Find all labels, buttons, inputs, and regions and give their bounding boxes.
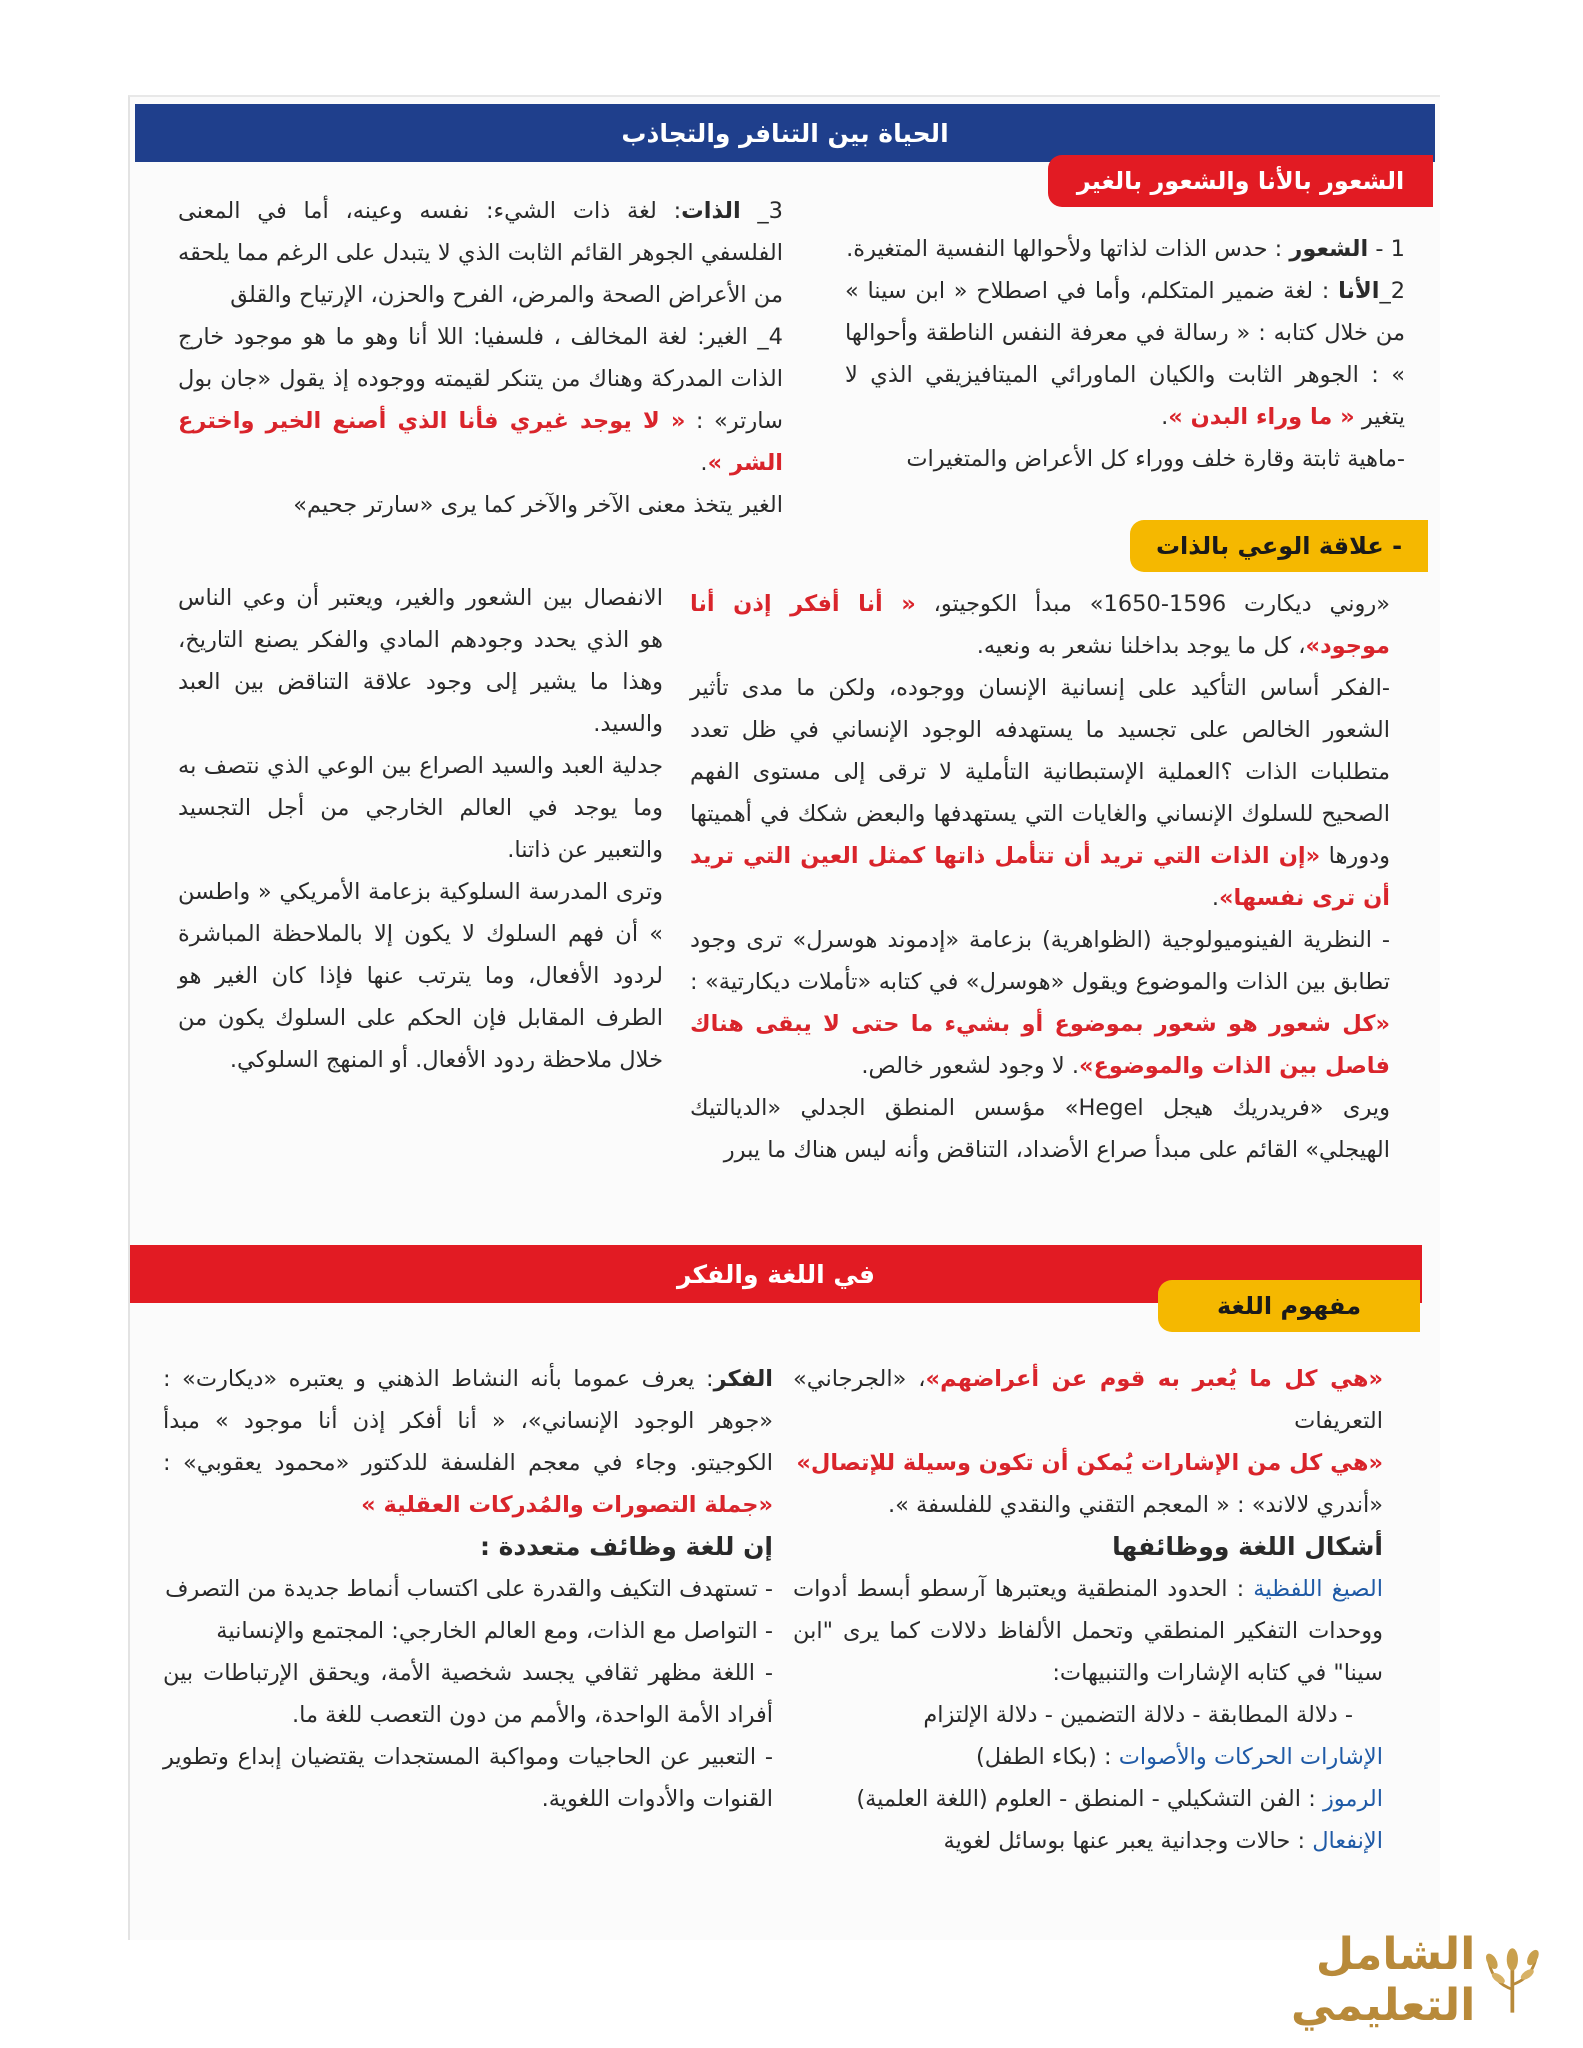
text: . لا وجود لشعور خالص. [861, 1053, 1080, 1079]
paragraph [690, 919, 1390, 1087]
paragraph [845, 270, 1405, 438]
quote: «هي كل ما يُعبر به قوم عن أعراضهم» [925, 1366, 1383, 1392]
quote: « أنا أفكر إذن أنا موجود» [690, 591, 1390, 659]
paragraph: - اللغة مظهر ثقافي يجسد شخصية الأمة، ويحقق الإرتباطات بين أفراد الأمة الواحدة، والأمم من دون التعصب للغة ما. [163, 1660, 773, 1728]
watermark-text: الشامل التعليمي [1290, 1929, 1476, 2031]
text: - النظرية الفينوميولوجية (الظواهرية) بزعامة «إدموند هوسرل» ترى وجود تطابق بين الذات والموضوع ويقول «هوسرل» في كتابه «تأملات ديكارتية» : [690, 927, 1390, 995]
paragraph: ويرى «فريدريك هيجل Hegel» مؤسس المنطق الجدلي «الديالتيك الهيجلي» القائم على مبدأ صراع الأضداد، التناقض وأنه ليس هناك ما يبرر [690, 1095, 1390, 1163]
text: 4_ الغير: لغة المخالف ، فلسفيا: اللا أنا وهو ما هو موجود خارج الذات المدركة وهناك من يتنكر لقيمته ووجوده إذ يقول «جان بول سارتر» : [178, 324, 783, 434]
paragraph: - دلالة المطابقة - دلالة التضمين - دلالة الإلتزام [923, 1702, 1353, 1728]
text: . [700, 450, 708, 476]
text: : لغة ضمير المتكلم، وأما في اصطلاح « ابن سينا » من خلال كتابه : « رسالة في معرفة النفس الناطقة وأحوالها » : الجوهر الثابت والكيان الماورائي الميتافيزيقي الذي لا يتغير [845, 278, 1405, 430]
paragraph [793, 1820, 1383, 1862]
relation-right-column [690, 583, 1390, 1171]
subheading: أشكال اللغة ووظائفها [1112, 1532, 1383, 1561]
term: الرموز [1322, 1786, 1383, 1812]
text: : الحدود المنطقية ويعتبرها آرسطو أبسط أدوات ووحدات التفكير المنطقي وتحمل الألفاظ دلالات كما يرى "ابن سينا" في كتابه الإشارات والتنبيهات: [793, 1576, 1383, 1686]
paragraph: - التواصل مع الذات، ومع العالم الخارجي: المجتمع والإنسانية [216, 1618, 773, 1644]
text: -الفكر أساس التأكيد على إنسانية الإنسان ووجوده، ولكن ما مدى تأثير الشعور الخالص على تجسيد ما يستهدفه الوجود الإنساني في ظل تعدد متطلبات الذات ؟العملية الإستبطانية التأملية لا ترقى إلى مستوى الفهم الصحيح للسلوك الإنساني والغايات التي يستهدفها والبعض شكك في أهميتها ودورها [690, 675, 1390, 869]
number: 2_ [1379, 278, 1406, 304]
paragraph [845, 228, 1405, 270]
paragraph [178, 190, 783, 316]
awareness-right-column [845, 228, 1405, 480]
paragraph: الانفصال بين الشعور والغير، ويعتبر أن وعي الناس هو الذي يحدد وجودهم المادي والفكر يصنع التاريخ، وهذا ما يشير إلى وجود علاقة التناقض بين العبد والسيد. [178, 585, 663, 737]
quote: «إن الذات التي تريد أن تتأمل ذاتها كمثل العين التي تريد أن ترى نفسها» [690, 843, 1390, 911]
term: الأنا [1338, 278, 1380, 304]
text: : لغة ذات الشيء: نفسه وعينه، أما في المعنى الفلسفي الجوهر القائم الثابت الذي لا يتبدل على الرغم مما يلحقه من الأعراض الصحة والمرض، الفرح والحزن، الإرتياح والقلق [178, 198, 783, 308]
subheading: إن للغة وظائف متعددة : [479, 1532, 773, 1561]
paragraph [793, 1736, 1383, 1778]
text: ، كل ما يوجد بداخلنا نشعر به ونعيه. [976, 633, 1306, 659]
paragraph: «أندري لالاند» : « المعجم التقني والنقدي للفلسفة ». [887, 1492, 1383, 1518]
paragraph [690, 583, 1390, 667]
quote: « لا يوجد غيري فأنا الذي أصنع الخير واخترع الشر » [178, 408, 783, 476]
paragraph [793, 1778, 1383, 1820]
language-right-column [793, 1358, 1383, 1862]
paragraph: -ماهية ثابتة وقارة خلف ووراء كل الأعراض والمتغيرات [906, 446, 1405, 472]
page-title: الحياة بين التنافر والتجاذب [621, 118, 949, 148]
language-band-title: في اللغة والفكر [676, 1259, 876, 1289]
text: «روني ديكارت 1596-1650» مبدأ الكوجيتو، [915, 591, 1391, 617]
term: الصيغ اللفظية [1253, 1576, 1383, 1602]
watermark [1130, 1929, 1550, 2031]
header-band [135, 104, 1435, 162]
text: : حالات وجدانية يعبر عنها بوسائل لغوية [943, 1828, 1313, 1854]
section-awareness-title: الشعور بالأنا والشعور بالغير [1048, 155, 1433, 207]
text: : يعرف عموما بأنه النشاط الذهني و يعتبره «ديكارت» : «جوهر الوجود الإنساني»، « أنا أفكر إذن أنا موجود » مبدأ الكوجيتو. وجاء في معجم الفلسفة للدكتور «محمود يعقوبي» : [163, 1366, 773, 1476]
text: : (بكاء الطفل) [975, 1744, 1119, 1770]
text: . [1211, 885, 1219, 911]
paragraph: جدلية العبد والسيد الصراع بين الوعي الذي نتصف به وما يوجد في العالم الخارجي من أجل التجسيد والتعبير عن ذاتنا. [178, 753, 663, 863]
paragraph [793, 1358, 1383, 1442]
text: : الفن التشكيلي - المنطق - العلوم (اللغة العلمية) [856, 1786, 1323, 1812]
tree-logo-icon [1475, 1940, 1550, 2020]
paragraph [793, 1568, 1383, 1694]
term: الفكر [713, 1366, 773, 1392]
section-relation-title: - علاقة الوعي بالذات [1130, 520, 1428, 572]
paragraph [178, 316, 783, 484]
paragraph [690, 667, 1390, 919]
paragraph: وترى المدرسة السلوكية بزعامة الأمريكي « واطسن » أن فهم السلوك لا يكون إلا بالملاحظة المباشرة لردود الأفعال، وما يترتب عنها فإذا كان الغير هو الطرف المقابل فإن الحكم على السلوك يكون من خلال ملاحظة ردود الأفعال. أو المنهج السلوكي. [178, 879, 663, 1073]
quote: «جملة التصورات والمُدركات العقلية » [361, 1492, 773, 1518]
number: 3_ [757, 198, 783, 224]
paragraph: الغير يتخذ معنى الآخر والآخر كما يرى «سارتر جحيم» [293, 492, 783, 518]
relation-left-column [178, 577, 663, 1081]
quote: «هي كل من الإشارات يُمكن أن تكون وسيلة للإتصال» [796, 1450, 1383, 1476]
paragraph [793, 1442, 1383, 1484]
paragraph [163, 1358, 773, 1526]
text: ، «الجرجاني» التعريفات [793, 1366, 1383, 1434]
language-left-column [163, 1358, 773, 1820]
section-language-concept-title: مفهوم اللغة [1158, 1280, 1420, 1332]
term: الإنفعال [1312, 1828, 1383, 1854]
term: الذات [681, 198, 741, 224]
awareness-left-column [178, 190, 783, 526]
term: الشعور [1289, 236, 1369, 262]
quote: « ما وراء البدن » [1168, 404, 1355, 430]
quote: «كل شعور هو شعور بموضوع أو بشيء ما حتى لا يبقى هناك فاصل بين الذات والموضوع» [690, 1011, 1390, 1079]
paragraph: - تستهدف التكيف والقدرة على اكتساب أنماط جديدة من التصرف [165, 1576, 773, 1602]
number: 1 - [1368, 236, 1405, 262]
paragraph: - التعبير عن الحاجيات ومواكبة المستجدات يقتضيان إبداع وتطوير القنوات والأدوات اللغوية. [163, 1744, 773, 1812]
text: : حدس الذات لذاتها ولأحوالها النفسية المتغيرة. [846, 236, 1283, 262]
text: . [1161, 404, 1169, 430]
term: الإشارات الحركات والأصوات [1118, 1744, 1383, 1770]
